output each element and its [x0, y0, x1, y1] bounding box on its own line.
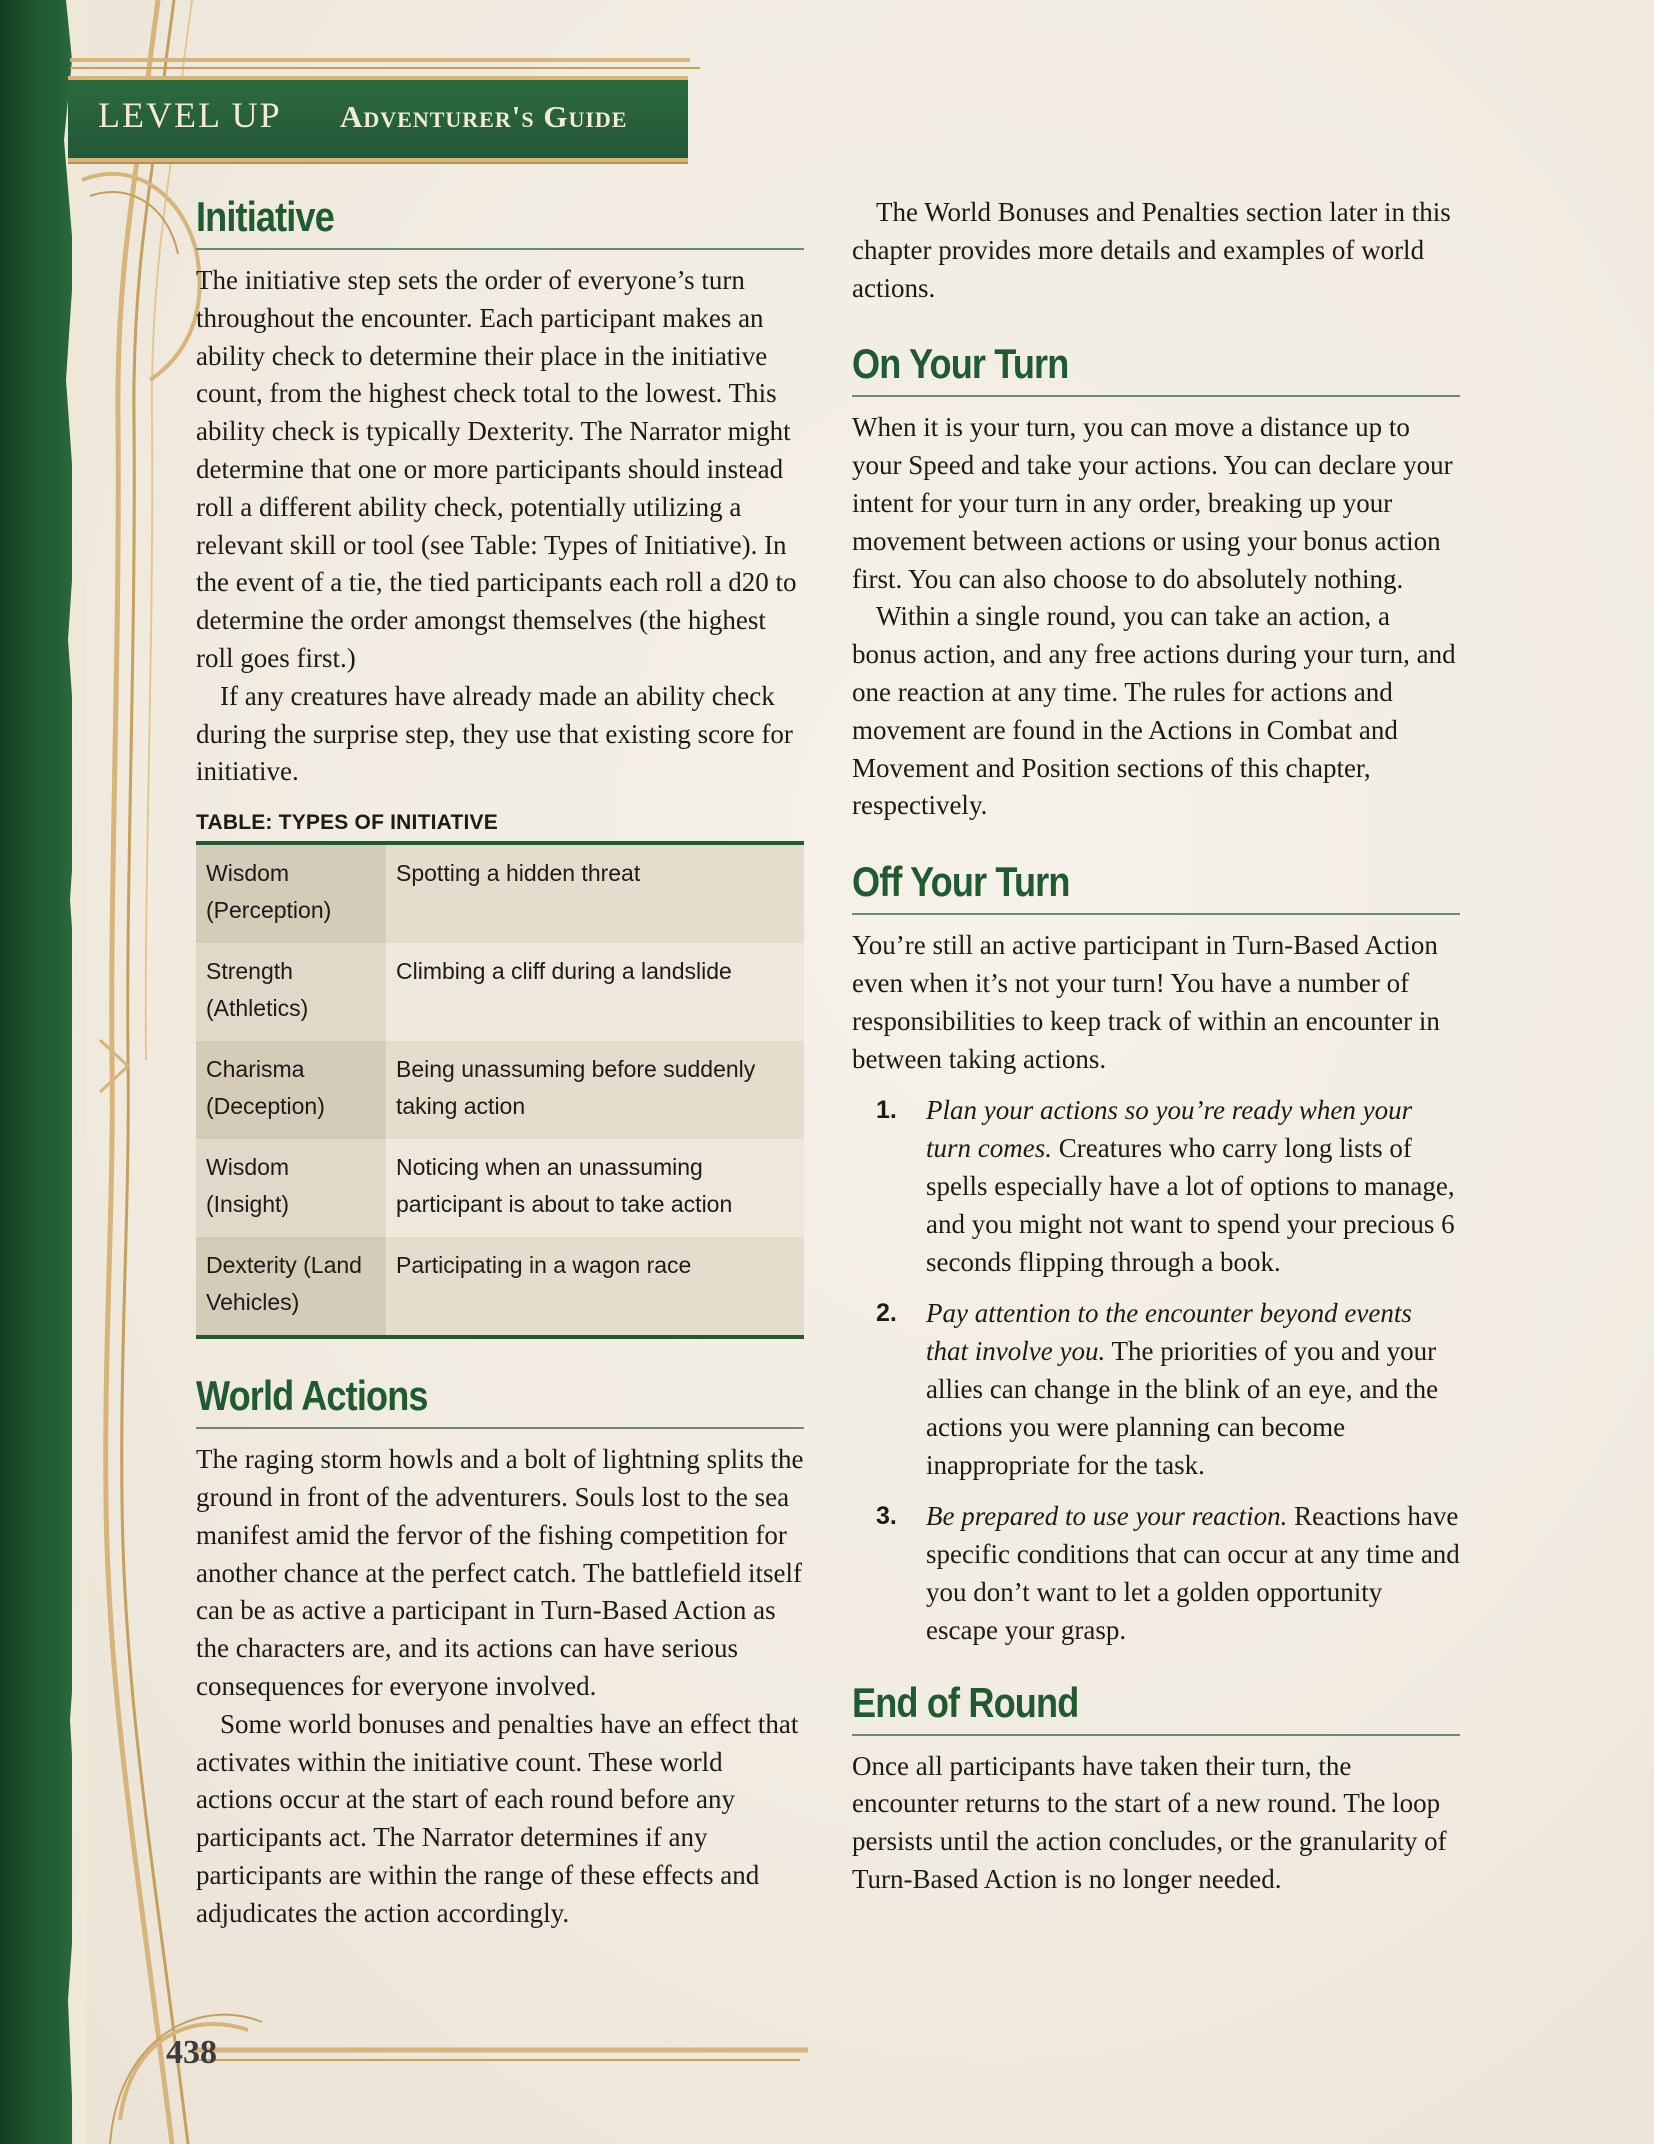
list-lead: Pay attention to the encounter beyond events that involve you.: [926, 1298, 1412, 1367]
table-row: [196, 943, 804, 1041]
list-lead: Plan your actions so you’re ready when your turn comes.: [926, 1095, 1413, 1164]
list-item: [852, 1498, 1460, 1649]
responsibilities-list: [852, 1092, 1460, 1649]
table-cell-ability: Wisdom (Insight): [196, 1139, 386, 1237]
list-item: [852, 1092, 1460, 1281]
heading-on-your-turn: On Your Turn: [852, 337, 1460, 397]
table-row: [196, 1041, 804, 1139]
initiative-table: [196, 841, 804, 1339]
list-number: 1.: [876, 1096, 897, 1125]
right-column: [852, 190, 1460, 1899]
list-lead: Be prepared to use your reaction.: [926, 1501, 1288, 1532]
heading-off-your-turn: Off Your Turn: [852, 855, 1460, 915]
off-your-turn-paragraph-1: You’re still an active participant in Turn-Based Action even when it’s not your turn! You have a number of responsibilities to keep track of within an encounter in between taking actions.: [852, 930, 1440, 1074]
on-your-turn-paragraph-2: Within a single round, you can take an action, a bonus action, and any free actions during your turn, and one reaction at any time. The rules for actions and movement are found in the Actions in Combat and Movement and Position sections of this chapter, respectively.: [852, 601, 1456, 821]
world-actions-paragraph-2: Some world bonuses and penalties have an effect that activates within the initiative count. These world actions occur at the start of each round before any participants act. The Narrator determines if any participants are within the range of these effects and adjudicates the action accordingly.: [196, 1708, 799, 1928]
table-caption: TABLE: TYPES OF INITIATIVE: [196, 811, 498, 835]
initiative-paragraph-1: The initiative step sets the order of everyone’s turn throughout the encounter. Each participant makes an ability check to determine their place in the initiative count, from the highest check total to the lowest. This ability check is typically Dexterity. The Narrator might determine that one or more participants should instead roll a different ability check, potentially utilizing a relevant skill or tool (see Table: Types of Initiative). In the event of a tie, the tied participants each roll a d20 to determine the order amongst themselves (the highest roll goes first.): [196, 265, 797, 673]
on-your-turn-paragraph-1: When it is your turn, you can move a distance up to your Speed and take your actions. You can declare your intent for your turn in any order, breaking up your movement between actions or using your bonus action first. You can also choose to do absolutely nothing.: [852, 412, 1453, 594]
table-cell-example: Spotting a hidden threat: [386, 843, 804, 943]
table-cell-ability: Charisma (Deception): [196, 1041, 386, 1139]
initiative-paragraph-2: If any creatures have already made an ability check during the surprise step, they use that existing score for initiative.: [196, 680, 793, 787]
table-row: [196, 843, 804, 943]
table-cell-example: Noticing when an unassuming participant is about to take action: [386, 1139, 804, 1237]
list-text: Reactions have specific conditions that can occur at any time and you don’t want to let a golden opportunity escape your grasp.: [926, 1501, 1460, 1645]
left-column: [196, 190, 804, 1933]
list-item: [852, 1295, 1460, 1484]
end-of-round-paragraph: Once all participants have taken their turn, the encounter returns to the start of a new round. The loop persists until the action concludes, or the granularity of Turn-Based Action is no longer needed.: [852, 1750, 1447, 1894]
heading-world-actions: World Actions: [196, 1369, 804, 1429]
header-book-title: Adventurer's Guide: [340, 99, 628, 134]
table-cell-ability: Dexterity (Land Vehicles): [196, 1237, 386, 1337]
world-actions-paragraph-1: The raging storm howls and a bolt of lightning splits the ground in front of the adventurers. Souls lost to the sea manifest amid the fervor of the fishing competition for another chance at the perfect catch. The battlefield itself can be as active a participant in Turn-Based Action as the characters are, and its actions can have serious consequences for everyone involved.: [196, 1444, 804, 1701]
list-number: 2.: [876, 1299, 897, 1328]
table-cell-ability: Wisdom (Perception): [196, 843, 386, 943]
page-number: 438: [166, 2034, 217, 2071]
table-cell-example: Participating in a wagon race: [386, 1237, 804, 1337]
table-row: [196, 1237, 804, 1337]
table-cell-example: Being unassuming before suddenly taking action: [386, 1041, 804, 1139]
world-actions-intro: The World Bonuses and Penalties section later in this chapter provides more details and examples of world actions.: [852, 197, 1451, 303]
table-cell-ability: Strength (Athletics): [196, 943, 386, 1041]
table-row: [196, 1139, 804, 1237]
header-logo: LEVEL UP: [98, 95, 282, 135]
list-text: Creatures who carry long lists of spells especially have a lot of options to manage, and you might not want to spend your precious 6 seconds flipping through a book.: [926, 1133, 1455, 1277]
heading-end-of-round: End of Round: [852, 1676, 1460, 1736]
list-text: The priorities of you and your allies can change in the blink of an eye, and the actions you were planning can become inappropriate for the task.: [926, 1336, 1439, 1480]
heading-initiative: Initiative: [196, 190, 804, 250]
list-number: 3.: [876, 1502, 897, 1531]
table-cell-example: Climbing a cliff during a landslide: [386, 943, 804, 1041]
